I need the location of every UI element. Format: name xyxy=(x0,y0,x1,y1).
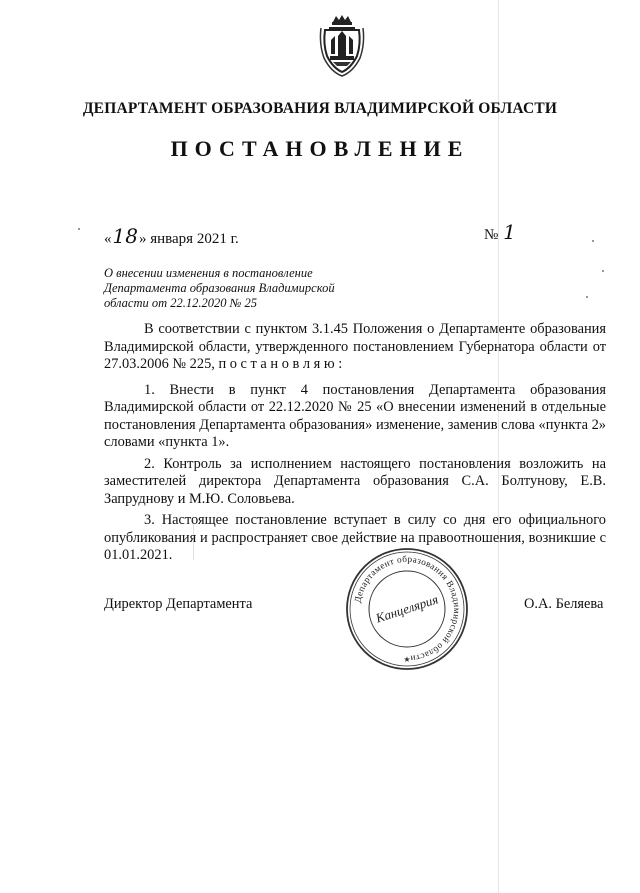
date-quote-close: » xyxy=(138,231,147,247)
scan-speck xyxy=(78,228,80,230)
document-title: ПОСТАНОВЛЕНИЕ xyxy=(170,136,470,161)
date-quote-open: « xyxy=(104,231,112,247)
subject-line: области от 22.12.2020 № 25 xyxy=(104,296,258,310)
item-2-paragraph: 2. Контроль за исполнением настоящего постановления возложить на заместителей директора Департамента образования С.А. Болтунову, Е.В. Запруднову и М.Ю. Соловьева. xyxy=(104,455,606,507)
stamp-ring-text: Департамент образования Владимирской области xyxy=(352,553,463,664)
document-body xyxy=(104,321,606,565)
department-heading: ДЕПАРТАМЕНТ ОБРАЗОВАНИЯ ВЛАДИМИРСКОЙ ОБЛАСТИ xyxy=(82,100,558,117)
document-date xyxy=(104,224,239,248)
stamp-center-text: Канцелярия xyxy=(373,591,440,626)
number-value: 1 xyxy=(503,220,516,244)
subject-line: Департамента образования Владимирской xyxy=(104,281,335,295)
scan-speck xyxy=(586,296,588,298)
scan-speck xyxy=(602,270,604,272)
item-3-paragraph: 3. Настоящее постановление вступает в силу со дня его официального опубликования и распространяет свое действие на правоотношения, возникшие с 01.01.2021. xyxy=(104,512,606,563)
subject-line: О внесении изменения в постановление xyxy=(104,266,313,280)
document-subject xyxy=(104,266,354,311)
date-month-year: января 2021 г. xyxy=(150,231,239,247)
number-label: № xyxy=(484,227,499,243)
preamble-paragraph: В соответствии с пунктом 3.1.45 Положения о Департаменте образования Владимирской области, утвержденного постановлением Губернатора области от 27.03.2006 № 225, п о с т а н о в л я ю : xyxy=(104,321,606,372)
svg-text:★: ★ xyxy=(403,655,411,664)
official-stamp xyxy=(344,546,470,672)
scan-speck xyxy=(592,240,594,242)
signature-position: Директор Департамента xyxy=(104,596,253,612)
item-1-paragraph: 1. Внести в пункт 4 постановления Департамента образования Владимирской области от 22.12.2020 № 25 «О внесении изменений в отдельные постановления Департамента образования» изменение, заменив слова «пункта 2» словами «пункта 1». xyxy=(104,381,606,450)
date-day: 18 xyxy=(112,224,138,248)
document-number xyxy=(484,220,517,244)
signature-name: О.А. Беляева xyxy=(524,596,604,612)
coat-of-arms-icon xyxy=(317,14,367,78)
